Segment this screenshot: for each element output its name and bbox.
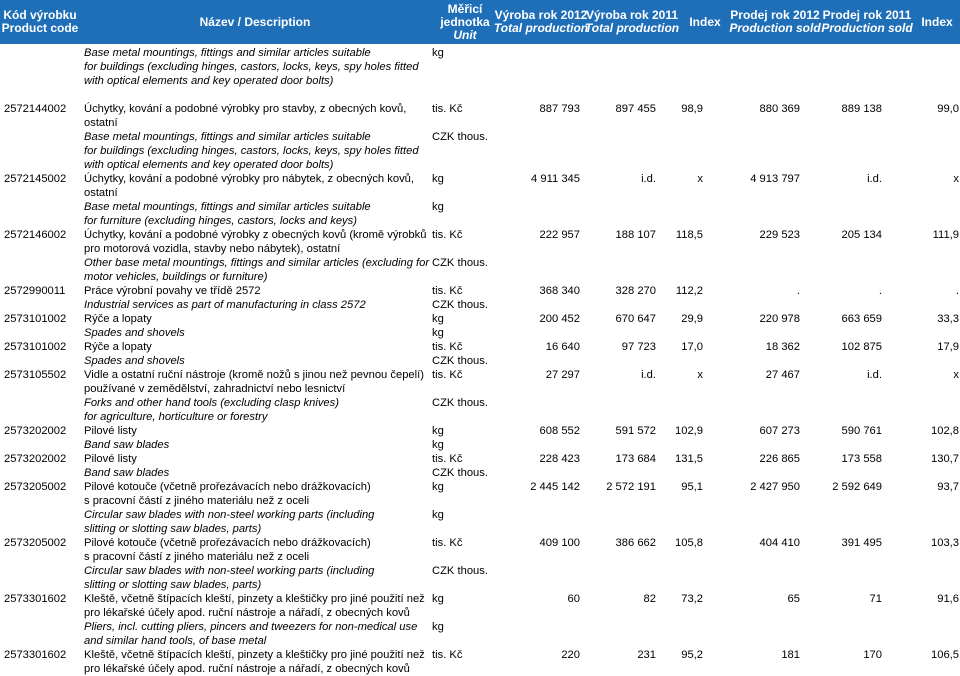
table-row	[0, 466, 960, 480]
unit: tis. Kč	[432, 341, 463, 353]
production-2011: 386 662	[615, 537, 656, 549]
table-row	[0, 256, 960, 284]
product-name	[84, 354, 185, 368]
header-unit: Měřicí jednotka Unit	[440, 1, 490, 42]
production-2011: 897 455	[615, 103, 656, 115]
product-name	[84, 452, 137, 466]
production-index: x	[697, 173, 703, 185]
production-2012: 887 793	[539, 103, 580, 115]
unit: tis. Kč	[432, 369, 463, 381]
production-index: 17,0	[681, 341, 703, 353]
table-row	[0, 452, 960, 466]
product-name	[84, 284, 261, 298]
production-2012: 4 911 345	[531, 173, 580, 185]
unit: tis. Kč	[432, 285, 463, 297]
sold-2011: 71	[869, 593, 882, 605]
product-name-line: Spades and shovels	[84, 355, 185, 367]
product-name-line: pro lékařské účely apod. ruční nástroje a nářadí, z obecných kovů	[84, 663, 410, 675]
product-name-line: pro lékařské účely apod. ruční nástroje a nářadí, z obecných kovů	[84, 607, 410, 619]
product-name-line: Circular saw blades with non-steel working parts (including	[84, 509, 375, 521]
product-name-line: Pilové listy	[84, 425, 137, 437]
product-name-line: Forks and other hand tools (excluding clasp knives)	[84, 397, 339, 409]
product-code: 2573101002	[4, 313, 67, 325]
unit: tis. Kč	[432, 537, 463, 549]
product-name-line: for furniture (excluding hinges, castors, locks and keys)	[84, 215, 357, 227]
sold-2011: 102 875	[841, 341, 882, 353]
table-row	[0, 564, 960, 592]
sold-2012: 404 410	[759, 537, 800, 549]
sold-index: 111,9	[932, 229, 959, 241]
product-name-line: Pilové kotouče (včetně prořezávacích nebo drážkovacích)	[84, 537, 371, 549]
sold-2012: 27 467	[765, 369, 800, 381]
product-name-line: motor vehicles, buildings or furniture)	[84, 271, 268, 283]
sold-2012: 181	[781, 649, 800, 661]
header-sold2012: Prodej rok 2012 Production sold	[729, 8, 821, 35]
product-name	[84, 130, 419, 172]
product-name	[84, 396, 339, 424]
product-name	[84, 438, 169, 452]
unit: CZK thous.	[432, 355, 488, 367]
unit: CZK thous.	[432, 397, 488, 409]
sold-index: x	[953, 173, 959, 185]
product-name-line: with optical elements and key operated door bolts)	[84, 75, 334, 87]
product-name-line: Pliers, incl. cutting pliers, pincers and tweezers for non-medical use	[84, 621, 418, 633]
product-code: 2573202002	[4, 453, 67, 465]
product-name-line: Úchytky, kování a podobné výrobky pro stavby, z obecných kovů,	[84, 103, 407, 115]
product-code: 2573205002	[4, 481, 67, 493]
unit: kg	[432, 425, 444, 437]
sold-2012: 607 273	[759, 425, 800, 437]
production-2011: 82	[643, 593, 656, 605]
product-name-line: Úchytky, kování a podobné výrobky pro nábytek, z obecných kovů,	[84, 173, 415, 185]
production-index: 29,9	[681, 313, 703, 325]
product-name-line: Spades and shovels	[84, 327, 185, 339]
product-name	[84, 298, 366, 312]
sold-2012: 229 523	[759, 229, 800, 241]
unit: kg	[432, 201, 444, 213]
product-name-line: ostatní	[84, 117, 118, 129]
table-row	[0, 284, 960, 298]
sold-index: 103,3	[931, 537, 959, 549]
product-name	[84, 326, 185, 340]
header-index2: Index	[921, 14, 953, 29]
production-2011: 591 572	[615, 425, 656, 437]
sold-index: 130,7	[931, 453, 959, 465]
product-name-line: Pilové kotouče (včetně prořezávacích nebo drážkovacích)	[84, 481, 371, 493]
table-row	[0, 480, 960, 508]
table-row	[0, 172, 960, 200]
unit: kg	[432, 439, 444, 451]
product-name-line: slitting or slotting saw blades, parts)	[84, 523, 262, 535]
sold-index: x	[953, 369, 959, 381]
production-2012: 2 445 142	[530, 481, 580, 493]
sold-2012: .	[796, 285, 800, 297]
product-name	[84, 312, 152, 326]
production-index: 118,5	[675, 229, 703, 241]
product-name-line: Vidle a ostatní ruční nástroje (kromě nožů s jinou než pevnou čepelí)	[84, 369, 424, 381]
product-name-line: s pracovní částí z jiného materiálu než z oceli	[84, 495, 310, 507]
product-name-line: Other base metal mountings, fittings and similar articles (excluding for	[84, 257, 430, 269]
table-row	[0, 312, 960, 326]
sold-index: 91,6	[937, 593, 959, 605]
product-name-line: for buildings (excluding hinges, castors, locks, keys, spy holes fitted	[84, 145, 419, 157]
product-name	[84, 620, 417, 648]
table-row	[0, 46, 960, 102]
header-code: Kód výrobku Product code	[1, 8, 79, 35]
product-code: 2573205002	[4, 537, 67, 549]
table-row	[0, 130, 960, 172]
product-name	[84, 102, 406, 130]
sold-2012: 880 369	[759, 103, 800, 115]
product-name-line: pro motorová vozidla, stavby nebo nábytek), ostatní	[84, 243, 341, 255]
product-code: 2573301602	[4, 649, 67, 661]
product-name-line: Práce výrobní povahy ve třídě 2572	[84, 285, 261, 297]
unit: kg	[432, 593, 444, 605]
table-row	[0, 102, 960, 130]
production-2011: 670 647	[615, 313, 656, 325]
unit: kg	[432, 47, 444, 59]
production-index: 102,9	[675, 425, 703, 437]
sold-2011: 205 134	[841, 229, 882, 241]
product-name-line: with optical elements and key operated door bolts)	[84, 159, 334, 171]
sold-index: 93,7	[937, 481, 959, 493]
production-2012: 200 452	[539, 313, 580, 325]
production-2011: i.d.	[641, 173, 656, 185]
production-2012: 608 552	[539, 425, 580, 437]
sold-index: 99,0	[937, 103, 959, 115]
table-row	[0, 354, 960, 368]
sold-2011: 170	[863, 649, 882, 661]
table-row	[0, 536, 960, 564]
production-2011: 173 684	[615, 453, 656, 465]
table-row	[0, 648, 960, 676]
product-name	[84, 480, 371, 508]
unit: CZK thous.	[432, 257, 488, 269]
sold-2011: i.d.	[867, 369, 882, 381]
production-2012: 409 100	[539, 537, 580, 549]
production-index: 95,2	[681, 649, 703, 661]
unit: tis. Kč	[432, 229, 463, 241]
sold-2011: 889 138	[841, 103, 882, 115]
unit: tis. Kč	[432, 103, 463, 115]
production-2011: 328 270	[615, 285, 656, 297]
product-code: 2573101002	[4, 341, 67, 353]
product-name	[84, 228, 426, 256]
product-name	[84, 340, 152, 354]
table-row	[0, 508, 960, 536]
production-index: 112,2	[675, 285, 703, 297]
table-row	[0, 340, 960, 354]
sold-2012: 220 978	[759, 313, 800, 325]
product-code: 2572144002	[4, 103, 67, 115]
product-name-line: Base metal mountings, fittings and similar articles suitable	[84, 131, 371, 143]
header-sold2011: Prodej rok 2011 Production sold	[821, 8, 913, 35]
production-index: x	[697, 369, 703, 381]
product-name	[84, 564, 374, 592]
sold-2011: .	[878, 285, 882, 297]
product-name-line: and similar hand tools, of base metal	[84, 635, 267, 647]
product-name	[84, 648, 425, 676]
unit: kg	[432, 327, 444, 339]
table-row	[0, 438, 960, 452]
production-2012: 228 423	[539, 453, 580, 465]
unit: CZK thous.	[432, 565, 488, 577]
production-index: 73,2	[681, 593, 703, 605]
product-name-line: Rýče a lopaty	[84, 313, 152, 325]
unit: CZK thous.	[432, 299, 488, 311]
product-name	[84, 200, 371, 228]
production-index: 131,5	[675, 453, 703, 465]
product-code: 2572990011	[4, 285, 66, 297]
product-name-line: Band saw blades	[84, 439, 170, 451]
table-row	[0, 396, 960, 424]
product-name	[84, 256, 429, 284]
table-row	[0, 620, 960, 648]
sold-2011: 663 659	[841, 313, 882, 325]
product-code: 2573105502	[4, 369, 67, 381]
sold-2011: 391 495	[841, 537, 882, 549]
production-index: 98,9	[681, 103, 703, 115]
table-row	[0, 368, 960, 396]
unit: kg	[432, 509, 444, 521]
production-2012: 368 340	[539, 285, 580, 297]
production-2012: 16 640	[545, 341, 580, 353]
production-index: 105,8	[675, 537, 703, 549]
unit: kg	[432, 481, 444, 493]
sold-index: 102,8	[931, 425, 959, 437]
sold-2011: 590 761	[841, 425, 882, 437]
sold-index: 106,5	[931, 649, 959, 661]
header-prod2012: Výroba rok 2012 Total production	[493, 8, 589, 35]
product-name	[84, 424, 137, 438]
table-row	[0, 298, 960, 312]
production-2011: i.d.	[641, 369, 656, 381]
product-name-line: for agriculture, horticulture or forestry	[84, 411, 268, 423]
unit: tis. Kč	[432, 649, 463, 661]
product-name-line: s pracovní částí z jiného materiálu než z oceli	[84, 551, 310, 563]
product-name-line: Base metal mountings, fittings and similar articles suitable	[84, 47, 371, 59]
production-index: 95,1	[681, 481, 703, 493]
product-name-line: používané v zemědělství, zahradnictví nebo lesnictví	[84, 383, 346, 395]
production-2012: 222 957	[539, 229, 580, 241]
table-row	[0, 424, 960, 438]
product-name-line: Industrial services as part of manufacturing in class 2572	[84, 299, 366, 311]
unit: CZK thous.	[432, 467, 488, 479]
product-name-line: ostatní	[84, 187, 118, 199]
sold-2012: 226 865	[759, 453, 800, 465]
product-name-line: Base metal mountings, fittings and similar articles suitable	[84, 201, 371, 213]
production-2011: 97 723	[621, 341, 656, 353]
production-2012: 27 297	[545, 369, 580, 381]
sold-2011: 2 592 649	[832, 481, 882, 493]
header-prod2011: Výroba rok 2011 Total production	[584, 8, 680, 35]
unit: kg	[432, 173, 444, 185]
product-name-line: Rýče a lopaty	[84, 341, 152, 353]
sold-index: .	[955, 285, 959, 297]
product-name-line: Kleště, včetně štípacích kleští, pinzety a kleštičky pro jiné použití než	[84, 649, 425, 661]
unit: CZK thous.	[432, 131, 488, 143]
production-2012: 60	[567, 593, 580, 605]
header-index1: Index	[689, 14, 721, 29]
product-name	[84, 592, 425, 620]
table-row	[0, 592, 960, 620]
table-row	[0, 326, 960, 340]
product-code: 2572146002	[4, 229, 67, 241]
table-header	[0, 0, 960, 44]
product-name-line: Pilové listy	[84, 453, 137, 465]
product-name	[84, 466, 169, 480]
sold-index: 17,9	[937, 341, 959, 353]
sold-2012: 65	[787, 593, 800, 605]
table-row	[0, 200, 960, 228]
sold-index: 33,3	[937, 313, 959, 325]
product-code: 2572145002	[4, 173, 67, 185]
product-name-line: for buildings (excluding hinges, castors, locks, keys, spy holes fitted	[84, 61, 419, 73]
production-2011: 231	[637, 649, 656, 661]
production-2011: 188 107	[615, 229, 656, 241]
product-name-line: Kleště, včetně štípacích kleští, pinzety a kleštičky pro jiné použití než	[84, 593, 425, 605]
sold-2011: 173 558	[841, 453, 882, 465]
table-row	[0, 228, 960, 256]
product-name-line: Band saw blades	[84, 467, 170, 479]
product-name	[84, 508, 374, 536]
sold-2012: 18 362	[765, 341, 800, 353]
sold-2012: 2 427 950	[750, 481, 800, 493]
product-code: 2573301602	[4, 593, 67, 605]
unit: tis. Kč	[432, 453, 463, 465]
sold-2011: i.d.	[867, 173, 882, 185]
sold-2012: 4 913 797	[750, 173, 800, 185]
product-name-line: slitting or slotting saw blades, parts)	[84, 579, 262, 591]
product-name	[84, 46, 419, 88]
product-name	[84, 536, 371, 564]
header-name: Název / Description	[199, 14, 311, 29]
product-name	[84, 368, 424, 396]
production-2012: 220	[561, 649, 580, 661]
product-name-line: Úchytky, kování a podobné výrobky z obecných kovů (kromě výrobků	[84, 229, 427, 241]
product-name	[84, 172, 414, 200]
product-name-line: Circular saw blades with non-steel working parts (including	[84, 565, 375, 577]
product-code: 2573202002	[4, 425, 67, 437]
unit: kg	[432, 313, 444, 325]
unit: kg	[432, 621, 444, 633]
production-2011: 2 572 191	[606, 481, 656, 493]
